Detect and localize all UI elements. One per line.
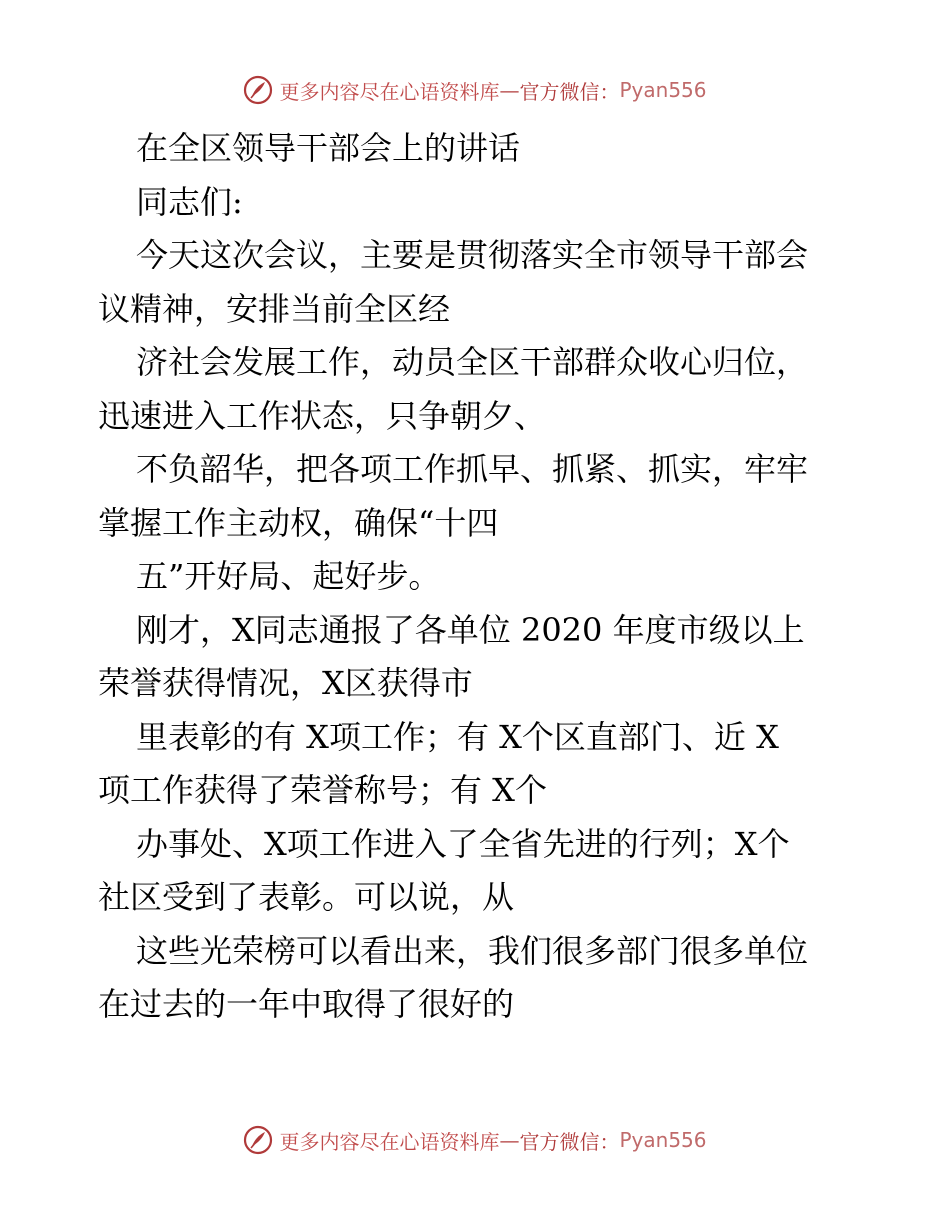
- document-title: 在全区领导干部会上的讲话: [136, 129, 521, 167]
- document-body: [98, 122, 858, 1032]
- watermark-wechat-id: Pyan556: [619, 1128, 707, 1152]
- watermark-official-label: 官方微信：: [519, 79, 620, 104]
- watermark-separator: —: [499, 78, 520, 102]
- text-line: 掌握工作主动权，确保“十四: [98, 503, 499, 542]
- text-line: 议精神，安排当前全区经: [98, 289, 451, 328]
- feather-pen-circle-icon: [243, 1125, 273, 1155]
- header-watermark: [0, 70, 950, 110]
- text-line: 迅速进入工作状态，只争朝夕、: [98, 396, 547, 435]
- salutation: 同志们:: [136, 182, 243, 221]
- text-line: 这些光荣榜可以看出来，我们很多部门很多单位: [136, 931, 809, 970]
- text-line: 项工作获得了荣誉称号；有 X个: [98, 771, 547, 809]
- text-line: 社区受到了表彰。可以说，从: [98, 878, 515, 916]
- text-line: 五”开好局、起好步。: [136, 557, 441, 595]
- watermark-official-label: 官方微信：: [519, 1129, 620, 1154]
- text-line: 今天这次会议，主要是贯彻落实全市领导干部会: [136, 236, 809, 274]
- text-line: 在过去的一年中取得了很好的: [98, 985, 515, 1023]
- text-line: 济社会发展工作，动员全区干部群众收心归位，: [136, 343, 809, 381]
- text-line: 荣誉获得情况，X区获得市: [98, 664, 473, 702]
- watermark-brand: 更多内容尽在心语资料库: [279, 79, 500, 104]
- text-line: 刚才，X同志通报了各单位 2020 年度市级以上: [136, 610, 805, 649]
- text-line: 不负韶华，把各项工作抓早、抓紧、抓实，牢牢: [136, 450, 809, 488]
- text-line: 里表彰的有 X项工作；有 X个区直部门、近 X: [136, 717, 779, 756]
- watermark-brand: 更多内容尽在心语资料库: [279, 1129, 500, 1154]
- watermark-separator: —: [499, 1128, 520, 1152]
- text-line: 办事处、X项工作进入了全省先进的行列；X个: [136, 824, 790, 863]
- feather-pen-circle-icon: [243, 75, 273, 105]
- footer-watermark: [0, 1120, 950, 1160]
- watermark-wechat-id: Pyan556: [619, 78, 707, 102]
